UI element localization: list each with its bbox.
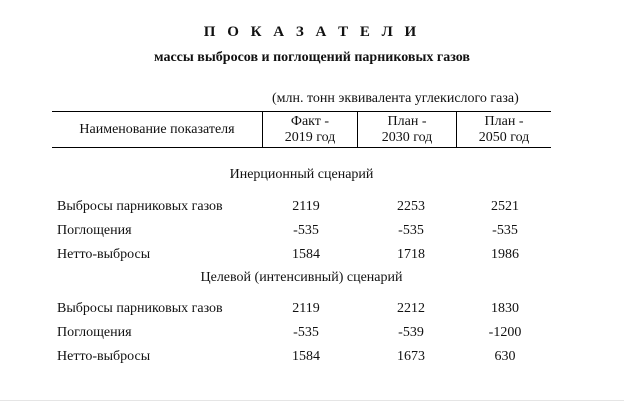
cell-plan-2030: 1718	[397, 247, 425, 262]
header-col3-line2: 2050 год	[478, 130, 530, 145]
row-name: Нетто-выбросы	[57, 247, 151, 262]
cell-plan-2030: -535	[398, 223, 424, 238]
cell-plan-2050: 1986	[491, 247, 519, 262]
cell-plan-2050: 2521	[491, 199, 519, 214]
section-title-target: Целевой (интенсивный) сценарий	[200, 270, 403, 285]
table-row	[0, 223, 624, 243]
cell-fact-2019: -535	[293, 325, 319, 340]
header-top-rule	[52, 111, 551, 112]
cell-plan-2030: 1673	[397, 349, 425, 364]
table-row	[0, 199, 624, 219]
cell-fact-2019: -535	[293, 223, 319, 238]
row-name: Поглощения	[57, 325, 132, 340]
cell-fact-2019: 2119	[292, 199, 320, 214]
header-col1-line2: 2019 год	[284, 130, 336, 145]
table-row	[0, 247, 624, 267]
header-col1-line1: Факт -	[290, 114, 330, 129]
document-title: П О К А З А Т Е Л И	[203, 24, 421, 40]
header-fact-2019	[263, 113, 357, 147]
cell-fact-2019: 1584	[292, 247, 320, 262]
table-row	[0, 325, 624, 345]
header-col3-line1: План -	[484, 114, 524, 129]
cell-plan-2050: 630	[494, 349, 516, 364]
cell-plan-2050: 1830	[491, 301, 519, 316]
header-plan-2050	[457, 113, 551, 147]
table-row	[0, 349, 624, 369]
section-title-inertial: Инерционный сценарий	[229, 167, 374, 182]
row-name: Поглощения	[57, 223, 132, 238]
header-plan-2030	[358, 113, 456, 147]
header-indicator-label: Наименование показателя	[79, 122, 235, 137]
cell-plan-2030: 2253	[397, 199, 425, 214]
cell-plan-2050: -535	[492, 223, 518, 238]
row-name: Выбросы парниковых газов	[57, 199, 223, 214]
unit-note: (млн. тонн эквивалента углекислого газа)	[272, 91, 519, 106]
header-indicator-name	[52, 113, 262, 147]
cell-plan-2050: -1200	[488, 325, 522, 340]
header-col2-line2: 2030 год	[381, 130, 433, 145]
document-subtitle: массы выбросов и поглощений парниковых газов	[154, 50, 470, 65]
cell-plan-2030: 2212	[397, 301, 425, 316]
row-name: Выбросы парниковых газов	[57, 301, 223, 316]
cell-fact-2019: 1584	[292, 349, 320, 364]
header-bottom-rule	[52, 147, 551, 148]
cell-plan-2030: -539	[398, 325, 424, 340]
cell-fact-2019: 2119	[292, 301, 320, 316]
row-name: Нетто-выбросы	[57, 349, 151, 364]
header-col2-line1: План -	[387, 114, 427, 129]
table-row	[0, 301, 624, 321]
